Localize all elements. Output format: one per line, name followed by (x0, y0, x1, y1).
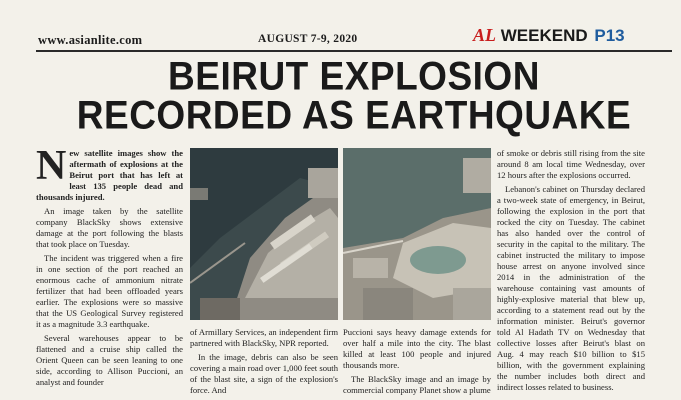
paragraph: Several warehouses appear to be flattened and a cruise ship called the Orient Queen can be seen leaning to one side, according to Allison Puccioni, an analyst and founder (36, 333, 183, 387)
article-headline (36, 53, 672, 138)
drop-cap: N (36, 143, 67, 189)
brand-al: AL (473, 25, 497, 45)
paragraph: Lebanon's cabinet on Thursday declared a two-week state of emergency, in Beirut, following the explosion in the port that rocked the city on Tuesday. The cabinet has also handed over the control of security in the capital to the military. The cabinet instructed the military to impose house arrest on anyone involved since 2014 in the administration of the warehouse containing vast amounts of highly-explosive material that blew up, according to a statement read out by the information minister. Beirut's governor told Al Hadath TV on Wednesday that collective losses after Beirut's blast on Aug. 4 may reach $10 billion to $15 billion, with the government explaining the number includes both direct and indirect losses related to business. (497, 184, 645, 392)
article-column-3 (343, 327, 491, 399)
page-header (0, 0, 681, 50)
satellite-photo-before (190, 148, 338, 320)
paragraph: The BlackSky image and an image by commercial company Planet show a plume (343, 374, 491, 395)
lead-paragraph (36, 143, 183, 203)
article-column-1 (36, 143, 183, 391)
paragraph: of Armillary Services, an independent firm partnered with BlackSky, NPR reported. (190, 327, 338, 348)
page-number: P13 (594, 26, 625, 45)
article-column-4 (497, 148, 645, 396)
paragraph: of smoke or debris still rising from the site around 8 am local time Wednesday, over 12 hours after the explosions occurred. (497, 148, 645, 180)
lead-text: ew satellite images show the aftermath of explosions at the Beirut port that has left at least 135 people dead and thousands injured. (36, 148, 183, 202)
paragraph: An image taken by the satellite company BlackSky shows extensive damage at the port following the blasts that took place on Tuesday. (36, 206, 183, 249)
paragraph: Puccioni says heavy damage extends for over half a mile into the city. The blast killed at least 100 people and injured thousands more. (343, 327, 491, 370)
paragraph: The incident was triggered when a fire in one section of the port reached an enormous cache of ammonium nitrate fertilizer that had been offloaded years earlier. The explosions were so massive that the US Geological Survey registered it as a magnitude 3.3 earthquake. (36, 253, 183, 329)
site-url[interactable]: www.asianlite.com (38, 33, 143, 47)
section-brand (473, 25, 625, 46)
paragraph: In the image, debris can also be seen covering a main road over 1,000 feet south of the blast site, a sign of the explosion's force. And (190, 352, 338, 395)
header-rule (36, 50, 672, 52)
headline-line-1: BEIRUT EXPLOSION (168, 53, 540, 99)
issue-date: AUGUST 7-9, 2020 (258, 33, 358, 45)
satellite-photo-after (343, 148, 491, 320)
headline-line-2: RECORDED AS EARTHQUAKE (76, 92, 632, 138)
article-column-2 (190, 327, 338, 399)
brand-weekend: WEEKEND (500, 26, 588, 45)
